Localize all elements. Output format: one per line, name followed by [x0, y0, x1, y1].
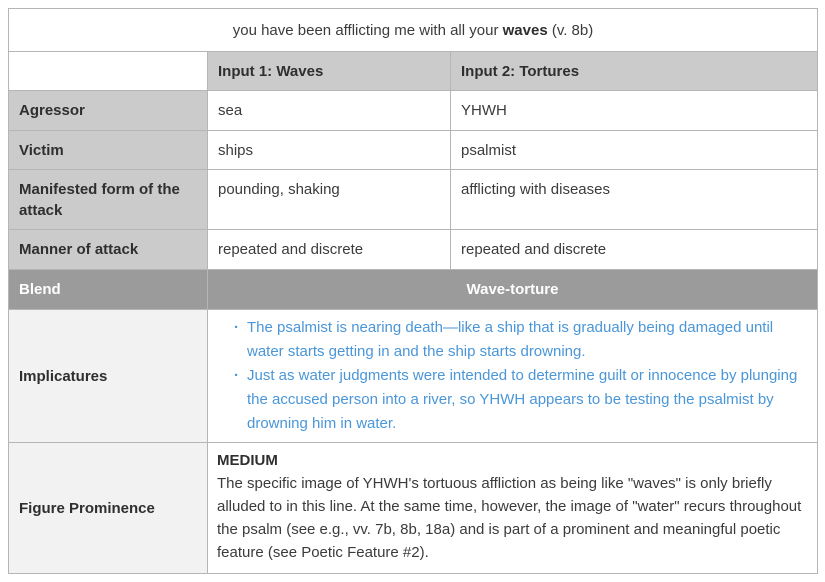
- column-header-row: [9, 52, 818, 91]
- row-blend: [9, 270, 818, 310]
- verse-title: [9, 9, 818, 52]
- blend-analysis-table: [8, 8, 818, 574]
- implicature-text: The psalmist is nearing death—like a ship that is gradually being damaged until water starts getting in and the ship starts drowning.: [247, 319, 774, 360]
- column-header-input1: Input 1: Waves: [208, 52, 451, 91]
- figure-prominence-cell: [208, 443, 818, 574]
- implicatures-list: [208, 310, 818, 443]
- header-empty-cell: [9, 52, 208, 91]
- manifested-form-input1-value: pounding, shaking: [208, 170, 451, 230]
- title-row: [9, 9, 818, 52]
- manner-of-attack-input1-value: repeated and discrete: [208, 230, 451, 270]
- row-label-manner-of-attack: Manner of attack: [9, 230, 208, 270]
- manner-of-attack-input2-value: repeated and discrete: [451, 230, 818, 270]
- row-label-manifested-form: Manifested form of the attack: [9, 170, 208, 230]
- column-header-input2: Input 2: Tortures: [451, 52, 818, 91]
- row-label-figure-prominence: Figure Prominence: [9, 443, 208, 574]
- figure-prominence-text: The specific image of YHWH's tortuous affliction as being like "waves" is only briefly alluded to in this line. At the same time, however, the image of "water" recurs throughout the psalm (see e.g., vv. 7b, 8b, 18a) and is part of a prominent and meaningful poetic feature (see Poetic Feature #2).: [217, 475, 802, 561]
- row-label-blend: Blend: [9, 270, 208, 310]
- row-label-agressor: Agressor: [9, 91, 208, 131]
- row-implicatures: [9, 310, 818, 443]
- row-manifested-form: [9, 170, 818, 230]
- verse-title-keyword: waves: [502, 21, 548, 39]
- row-manner-of-attack: [9, 230, 818, 270]
- bullet-icon: ·: [234, 319, 239, 336]
- verse-title-suffix: (v. 8b): [547, 21, 594, 39]
- row-figure-prominence: [9, 443, 818, 574]
- bullet-icon: ·: [234, 367, 239, 384]
- figure-prominence-level: MEDIUM: [217, 452, 278, 469]
- agressor-input1-value: sea: [208, 91, 451, 131]
- implicature-item: [218, 364, 807, 436]
- row-agressor: [9, 91, 818, 131]
- manifested-form-input2-value: afflicting with diseases: [451, 170, 818, 230]
- implicature-item: [218, 316, 807, 364]
- victim-input2-value: psalmist: [451, 131, 818, 170]
- row-label-implicatures: Implicatures: [9, 310, 208, 443]
- row-victim: [9, 131, 818, 170]
- implicature-text: Just as water judgments were intended to determine guilt or innocence by plunging the accused person into a river, so YHWH appears to be testing the psalmist by drowning him in water.: [247, 367, 798, 432]
- victim-input1-value: ships: [208, 131, 451, 170]
- verse-title-prefix: you have been afflicting me with all your: [232, 21, 503, 39]
- blend-value: Wave-torture: [208, 270, 818, 310]
- row-label-victim: Victim: [9, 131, 208, 170]
- agressor-input2-value: YHWH: [451, 91, 818, 131]
